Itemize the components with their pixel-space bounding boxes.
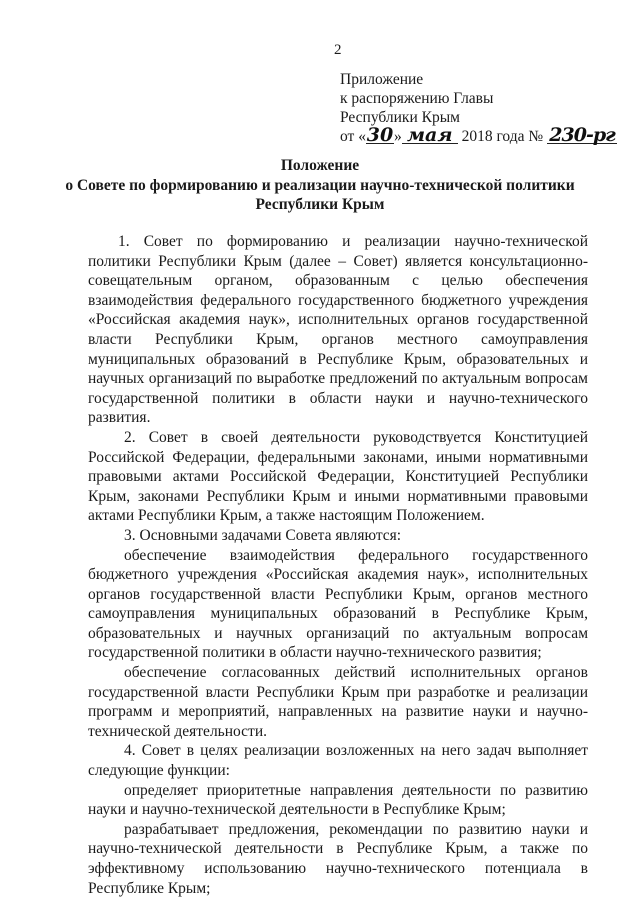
date-year: 2018 года № (461, 128, 544, 145)
title-line-1: Положение (280, 157, 360, 174)
paragraph-4: 4. Совет в целях реализации возложенных на него задач выполняет следующие функции: (88, 742, 588, 780)
title-line-2: о Совете по формированию и реализации научно-технической политики (65, 176, 575, 194)
paragraph-4-item-2: разрабатывает предложения, рекомендации по развитию науки и научно-технической деятельности в Республике Крым, а также по эффективному использованию научно-технического потенциала в Республике Крым; (88, 820, 588, 897)
handwritten-doc-number: 230-рг (547, 127, 617, 144)
handwritten-month: мая (402, 127, 458, 144)
paragraph-4-item-1: определяет приоритетные направления деятельности по развитию науки и научно-технической деятельности в Республике Крым; (88, 781, 588, 819)
page-number: 2 (334, 42, 342, 58)
paragraph-3-item-2: обеспечение согласованных действий исполнительных органов государственной власти Республики Крым при разработке и реализации программ и мероприятий, направленных на развитие науки и научно-технической деятельности. (88, 664, 588, 740)
appendix-title: Приложение (340, 71, 424, 88)
handwritten-day: 30 (366, 124, 394, 146)
document-title (60, 156, 580, 215)
appendix-block (340, 70, 630, 146)
title-line-3: Республики Крым (255, 196, 385, 213)
date-prefix: от « (340, 128, 366, 145)
date-separator: » (393, 128, 402, 145)
appendix-republic-line: Республики Крым (340, 109, 460, 126)
paragraph-3: 3. Основными задачами Совета являются: (124, 526, 402, 544)
document-body (88, 232, 588, 898)
paragraph-3-item-1: обеспечение взаимодействия федерального государственного бюджетного учреждения «Российская академия наук», исполнительных органов государственной власти Республики Крым, органов местного самоуправления муниципальных образований в Республике Крым, образовательных и научных организаций по актуальным вопросам государственной политики в области научно-технического развития; (88, 546, 588, 662)
paragraph-1: 1. Совет по формированию и реализации научно-технической политики Республики Крым (далее – Совет) является консультационно-совещательным органом, образованным с целью обеспечения взаимодействия федерального государственного бюджетного учреждения «Российская академия наук», исполнительных органов государственной власти Республики Крым, органов местного самоуправления муниципальных образований в Республике Крым, образовательных и научных организаций по выработке предложений по актуальным вопросам государственной политики в области науки и научно-технического развития. (88, 233, 588, 427)
paragraph-2: 2. Совет в своей деятельности руководствуется Конституцией Российской Федерации, федеральными законами, иными нормативными правовыми актами Российской Федерации, Конституцией Республики Крым, законами Республики Крым и иными нормативными правовыми актами Республики Крым, а также настоящим Положением. (88, 428, 588, 525)
appendix-date-line (340, 124, 630, 146)
appendix-order-line: к распоряжению Главы (340, 90, 494, 107)
